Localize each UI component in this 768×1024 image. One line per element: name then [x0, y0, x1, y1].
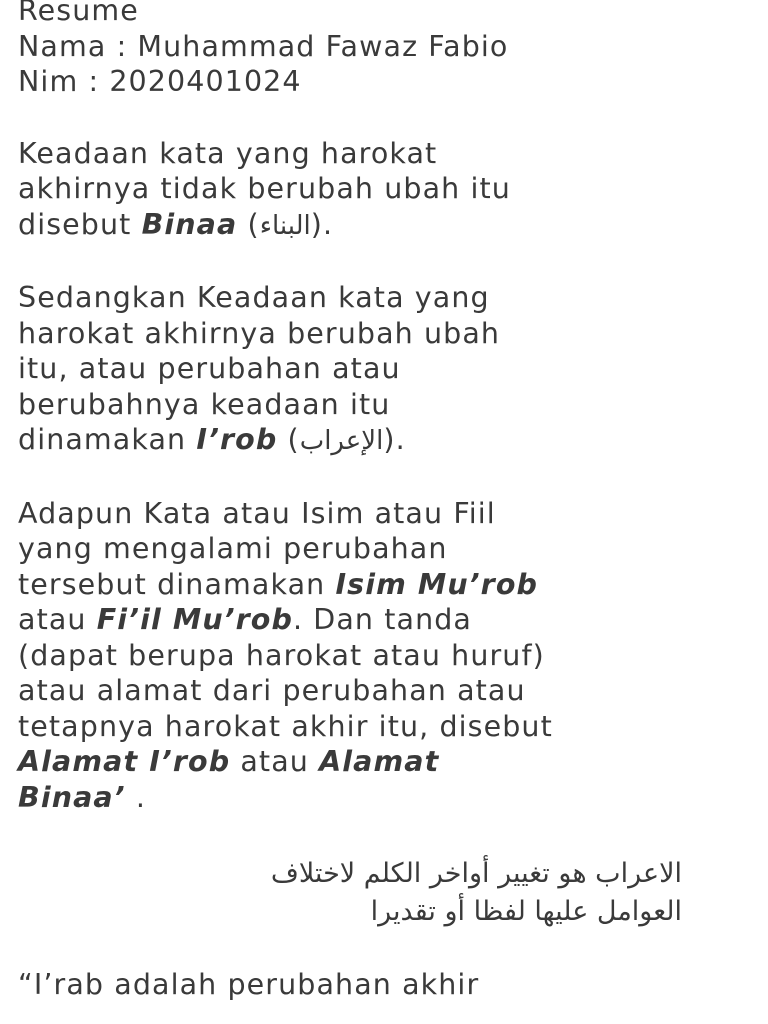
quote-line: “I’rab adalah perubahan akhir [18, 968, 480, 1001]
paragraph-line: Adapun Kata atau Isim atau Fiil [18, 496, 496, 530]
term-irob: I’rob [196, 423, 278, 456]
paragraph-line: akhirnya tidak berubah ubah itu [18, 172, 511, 205]
paragraph-line: Keadaan kata yang harokat [18, 136, 438, 170]
term-alamat: Alamat [319, 745, 440, 778]
term-alamat-irob: Alamat I’rob [18, 745, 231, 778]
paragraph-line: (dapat berupa harokat atau huruf) [18, 638, 545, 672]
paragraph-line [18, 602, 750, 638]
text-segment: atau [18, 603, 97, 636]
text-segment: atau [230, 745, 320, 778]
document-title: Resume [18, 0, 139, 27]
text-segment: ). [383, 423, 406, 456]
paragraph-murob [18, 496, 750, 816]
text-segment: . Dan tanda [292, 603, 472, 636]
text-segment: ( [237, 207, 260, 241]
document-header [18, 0, 750, 100]
term-fiil-murob: Fi’il Mu’rob [96, 603, 293, 636]
text-segment: dinamakan [18, 423, 197, 456]
arabic-term-binaa: البناء [259, 210, 311, 241]
text-segment: . [125, 780, 147, 814]
text-segment: disebut [18, 207, 142, 241]
arabic-line: الاعراب هو تغيير أواخر الكلم لاختلاف [270, 858, 682, 889]
paragraph-line [18, 744, 750, 780]
text-segment: ). [310, 207, 334, 241]
arabic-line: العوامل عليها لفظا أو تقديرا [370, 896, 682, 927]
paragraph-line: berubahnya keadaan itu [18, 387, 391, 421]
paragraph-line: Sedangkan Keadaan kata yang [18, 281, 490, 314]
paragraph-line [18, 207, 750, 245]
paragraph-line: tetapnya harokat akhir itu, disebut [18, 709, 553, 743]
translation-quote [18, 967, 750, 1003]
paragraph-line: itu, atau perubahan atau [18, 352, 401, 385]
paragraph-line: atau alamat dari perubahan atau [18, 674, 526, 707]
term-isim-murob: Isim Mu’rob [335, 567, 539, 601]
term-binaa-alamat: Binaa’ [18, 780, 126, 814]
paragraph-line: yang mengalami perubahan [18, 532, 448, 565]
paragraph-line: harokat akhirnya berubah ubah [18, 316, 501, 350]
paragraph-line [18, 422, 750, 460]
paragraph-irob [18, 280, 750, 460]
paragraph-binaa [18, 136, 750, 245]
paragraph-line [18, 780, 750, 816]
text-segment: tersebut dinamakan [18, 567, 336, 601]
paragraph-line [18, 567, 750, 603]
student-nim: Nim : 2020401024 [18, 65, 302, 98]
text-segment: ( [277, 423, 300, 456]
student-name: Nama : Muhammad Fawaz Fabio [18, 29, 509, 63]
arabic-definition [18, 855, 682, 931]
term-binaa: Binaa [141, 207, 238, 241]
arabic-term-irob: الإعراب [299, 426, 384, 456]
